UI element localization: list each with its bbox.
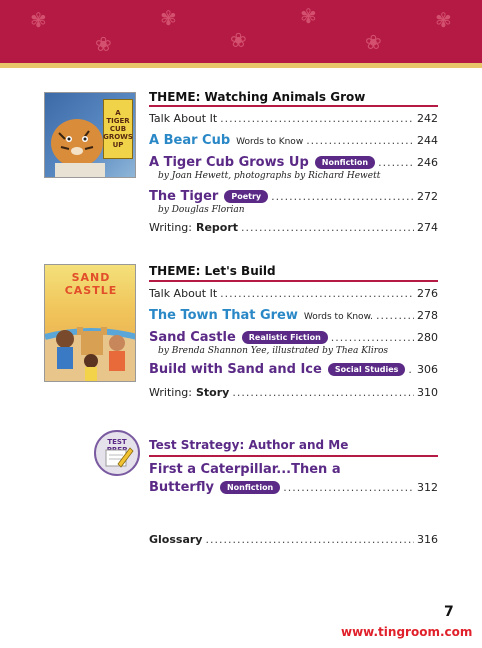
entry-title: The Town That Grew [149,308,298,323]
cover-title-line: CUB [109,125,127,133]
flower-ornament-icon: ❀ [230,28,247,52]
entry-prefix: Writing: [149,386,192,399]
toc-entry[interactable] [149,480,438,495]
flower-ornament-icon: ✾ [160,6,177,30]
toc-entry[interactable] [149,155,438,170]
test-prep-badge [94,430,140,476]
dot-leader [220,287,414,300]
dot-leader [271,190,414,203]
dot-leader [408,363,414,376]
flower-ornament-icon: ❀ [365,30,382,54]
byline: by Brenda Shannon Yee, illustrated by Thea Kliros [158,346,389,356]
sand-castle-cover [44,264,136,382]
toc-entry[interactable] [149,221,438,234]
dot-leader [283,481,414,494]
page-number: 280 [417,331,438,344]
toc-entry[interactable] [149,386,438,399]
genre-badge: Nonfiction [315,156,375,169]
entry-title: First a Caterpillar...Then a [149,462,341,477]
cover-title-line: GROWS [103,133,133,141]
cover-title-plate [103,99,133,159]
genre-badge: Realistic Fiction [242,331,328,344]
theme-title: THEME: Let's Build [149,264,276,278]
page-number: 246 [417,156,438,169]
glossary-entry[interactable] [149,533,438,546]
dot-leader [232,386,414,399]
entry-title: A Tiger Cub Grows Up [149,155,309,170]
toc-entry[interactable] [149,362,438,377]
section-rule [149,280,438,282]
pencil-notepad-icon [96,432,138,474]
entry-title: The Tiger [149,189,219,204]
dot-leader [205,533,414,546]
toc-entry[interactable] [149,330,438,345]
cover-title-line: TIGER [106,117,130,125]
genre-badge: Poetry [224,190,268,203]
entry-prefix: Writing: [149,221,192,234]
dot-leader [306,134,414,147]
page-number: 306 [417,363,438,376]
dot-leader [241,221,414,234]
page-number: 312 [417,481,438,494]
page-number: 274 [417,221,438,234]
entry-note: Words to Know. [303,312,373,322]
toc-entry[interactable] [149,133,438,148]
flower-ornament-icon: ✾ [30,8,47,32]
cover-title-line: UP [112,141,124,149]
entry-title: Story [196,386,230,399]
page-number: 242 [417,112,438,125]
entry-title: Sand Castle [149,330,236,345]
section-rule [149,455,438,457]
page-number: 278 [417,309,438,322]
dot-leader [220,112,414,125]
toc-entry[interactable] [149,189,438,204]
theme-title: THEME: Watching Animals Grow [149,90,366,104]
entry-title: A Bear Cub [149,133,231,148]
entry-title: Butterfly [149,480,214,495]
page-number: 310 [417,386,438,399]
toc-entry[interactable] [149,287,438,300]
entry-note: Words to Know [236,137,304,147]
page-number: 316 [417,533,438,546]
tiger-cub-cover [44,92,136,178]
page-number-footer: 7 [444,604,454,620]
toc-entry-line1[interactable] [149,462,438,477]
flower-ornament-icon: ✾ [435,8,452,32]
page-number: 276 [417,287,438,300]
entry-title: Glossary [149,533,203,546]
genre-badge: Social Studies [328,363,406,376]
page-number: 244 [417,134,438,147]
entry-title: Talk About It [149,112,218,125]
toc-entry[interactable] [149,112,438,125]
flower-ornament-icon: ✾ [300,4,317,28]
beach-illustration [45,265,136,382]
dot-leader [378,156,414,169]
entry-title: Report [196,221,239,234]
badge-label: TEST [107,438,127,446]
section-rule [149,105,438,107]
byline: by Joan Hewett, photographs by Richard Hewett [158,171,381,181]
toc-entry[interactable] [149,308,438,323]
flower-ornament-icon: ❀ [95,32,112,56]
entry-title: Talk About It [149,287,218,300]
genre-badge: Nonfiction [220,481,280,494]
page-number: 272 [417,190,438,203]
watermark: www.tingroom.com [341,625,473,639]
dot-leader [376,309,414,322]
header-banner [0,0,482,66]
entry-title: Build with Sand and Ice [149,362,322,377]
banner-band [0,63,482,68]
cover-title-line: A [115,109,121,117]
cover-title: SAND CASTLE [64,271,118,297]
test-strategy-title: Test Strategy: Author and Me [149,438,349,452]
byline: by Douglas Florian [158,205,245,215]
dot-leader [331,331,414,344]
